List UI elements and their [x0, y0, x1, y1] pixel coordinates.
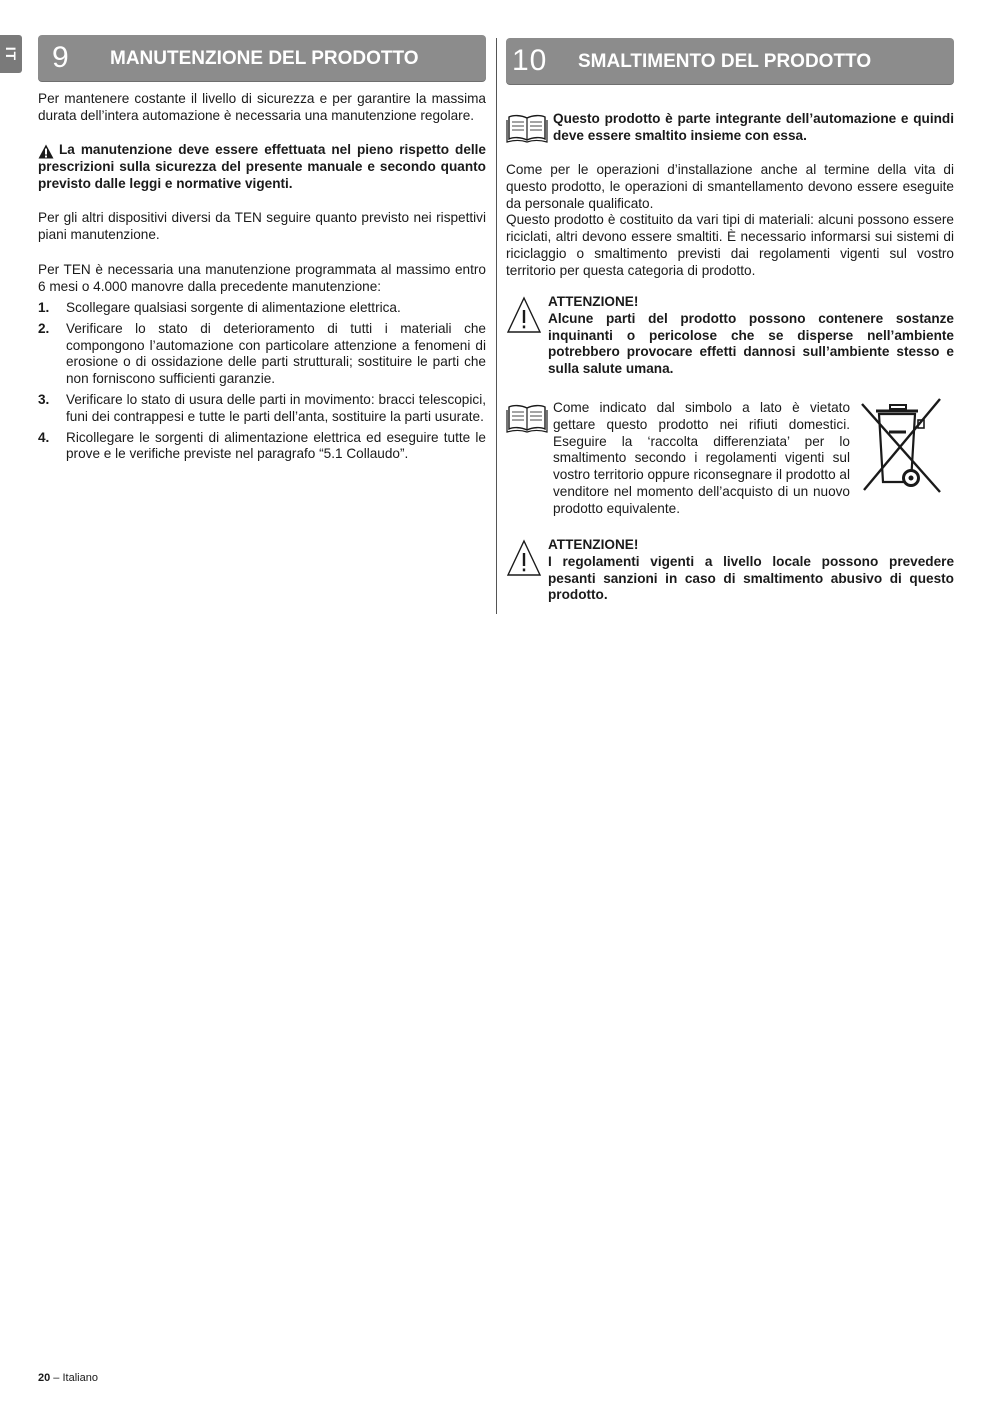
- maintenance-steps: [38, 300, 486, 463]
- page-footer: [38, 1372, 98, 1384]
- book-icon: [506, 113, 548, 143]
- attention-text-2: I regolamenti vigenti a livello locale possono prevedere pesanti sanzioni in caso di smaltimento abusivo di questo prodotto.: [548, 553, 954, 603]
- attention-title-2: ATTENZIONE!: [548, 537, 639, 552]
- maintenance-steps-block: [38, 300, 486, 467]
- step-number: 1.: [38, 300, 50, 315]
- symbol-note: Come indicato dal simbolo a lato è vietato gettare questo prodotto nei rifiuti domestici. Eseguire la ‘raccolta differenziata’ per lo smaltimento secondo i regolamenti vigenti sul vostro territorio oppure riconsegnare il prodotto al venditore nel momento dell’acquisto di un nuovo prodotto equivalente.: [553, 400, 850, 516]
- other-devices-block: [38, 210, 486, 244]
- attention-text-1: Alcune parti del prodotto possono contenere sostanze inquinanti o pericolose che se disperse nell’ambiente potrebbero provocare effetti dannosi sull’ambiente stesso e sulla salute umana.: [548, 310, 954, 377]
- step-text: Verificare lo stato di deterioramento di tutti i materiali che compongono l’automazione con particolare attenzione a fenomeni di erosione o di ossidazione delle parti strutturali; sostituire le parti che non forniscono sufficienti garanzie.: [66, 320, 486, 387]
- disposal-para-1: Come per le operazioni d’installazione anche al termine della vita di questo prodotto, le operazioni di smantellamento devono essere eseguite da personale qualificato.: [506, 162, 954, 211]
- step-text: Scollegare qualsiasi sorgente di alimentazione elettrica.: [66, 300, 401, 315]
- integral-note-block: [553, 111, 954, 145]
- step-number: 2.: [38, 320, 50, 336]
- step-text: Verificare lo stato di usura delle parti in movimento: bracci telescopici, funi dei contrappesi e tutte le parti dell’anta, sostituire la parti usurate.: [66, 391, 486, 424]
- section-number: 10: [512, 44, 548, 77]
- maintenance-intro: Per mantenere costante il livello di sicurezza e per garantire la massima durata dell’intera automazione è necessaria una manutenzione regolare.: [38, 91, 486, 123]
- ten-maintenance-block: [38, 262, 486, 296]
- disposal-para-2: Questo prodotto è costituito da vari tipi di materiali: alcuni possono essere riciclati, altri devono essere smaltiti. È necessario informarsi sui sistemi di riciclaggio o smaltimento previsti dai regolamenti vigenti sul vostro territorio per questa categoria di prodotto.: [506, 212, 954, 278]
- integral-note: Questo prodotto è parte integrante dell’automazione e quindi deve essere smaltito insieme con essa.: [553, 111, 954, 143]
- maintenance-warning-block: [38, 142, 486, 192]
- maintenance-intro-block: [38, 91, 486, 125]
- section-title: SMALTIMENTO DEL PRODOTTO: [578, 51, 872, 72]
- warning-icon: [506, 296, 542, 334]
- section-header-maintenance: [38, 35, 486, 81]
- language-tab: [0, 35, 22, 73]
- section-number: 9: [52, 41, 70, 74]
- step-number: 4.: [38, 429, 50, 445]
- list-item: [38, 300, 486, 317]
- section-title: MANUTENZIONE DEL PRODOTTO: [110, 48, 419, 69]
- maintenance-warning: La manutenzione deve essere effettuata nel pieno rispetto delle prescrizioni sulla sicurezza del presente manuale e secondo quanto previsto dalle leggi e normative vigenti.: [38, 142, 486, 191]
- section-header-disposal: [506, 38, 954, 84]
- attention-title-1: ATTENZIONE!: [548, 294, 639, 309]
- page-number: 20: [38, 1372, 51, 1384]
- warning-icon: [506, 539, 542, 577]
- symbol-note-block: [553, 400, 850, 518]
- step-text: Ricollegare le sorgenti di alimentazione elettrica ed eseguire tutte le prove e le verifiche previste nel paragrafo “5.1 Collaudo”.: [66, 429, 486, 462]
- attention-block-1: [548, 294, 954, 378]
- disposal-paragraphs: [506, 162, 954, 280]
- page-language: – Italiano: [50, 1372, 98, 1384]
- other-devices-text: Per gli altri dispositivi diversi da TEN seguire quanto previsto nei rispettivi piani manutenzione.: [38, 210, 486, 242]
- step-number: 3.: [38, 391, 50, 407]
- attention-block-2: [548, 537, 954, 604]
- ten-maintenance-intro: Per TEN è necessaria una manutenzione programmata al massimo entro 6 mesi o 4.000 manovre dalla precedente manutenzione:: [38, 262, 486, 294]
- crossed-bin-icon: [856, 396, 946, 496]
- column-divider: [496, 38, 497, 614]
- warning-triangle-icon: [38, 144, 54, 159]
- list-item: [38, 392, 486, 426]
- list-item: [38, 430, 486, 464]
- list-item: [38, 321, 486, 388]
- language-code: IT: [3, 46, 19, 62]
- book-icon: [506, 403, 548, 433]
